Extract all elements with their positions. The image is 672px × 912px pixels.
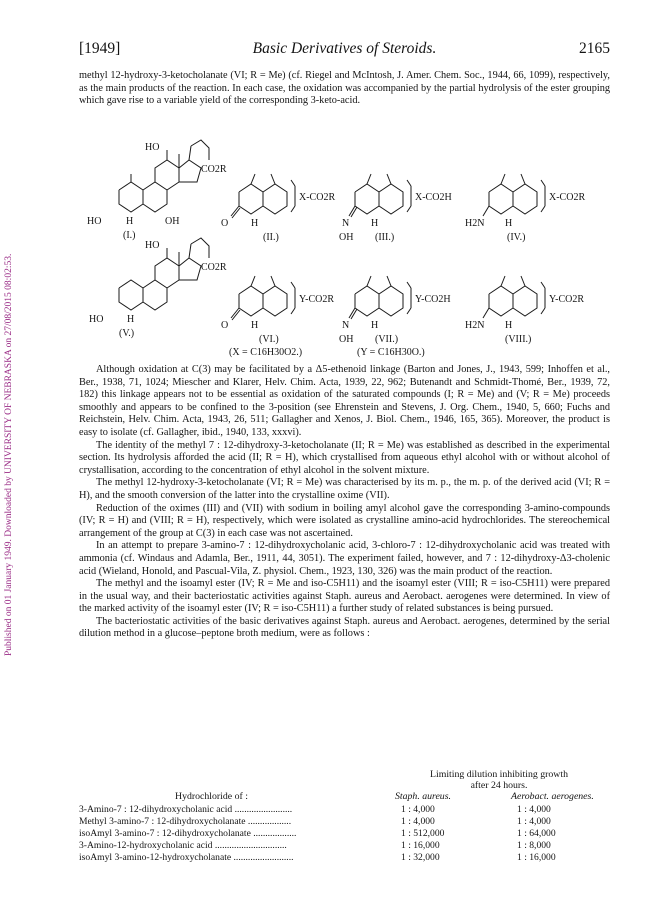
- atom-label-h: H: [251, 320, 259, 331]
- body-text: [79, 364, 610, 641]
- table-col-staph: Staph. aureus.: [395, 791, 451, 802]
- table-cell-staph: 1 : 4,000: [401, 804, 435, 815]
- group-co2r: CO2R: [201, 262, 227, 273]
- table-cell-compound: 3-Amino-12-hydroxycholanic acid ..............................: [79, 840, 287, 851]
- atom-label-h: H: [505, 218, 513, 229]
- paragraph-identity: The identity of the methyl 7 : 12-dihydroxy-3-ketocholanate (II; R = Me) was established as described in the experimental section. Its hydrolysis afforded the acid (II; R = H), which crystallised from aqueous ethyl alcohol with or without alcohol of crystallisation, according to the concentration of ethyl alcohol in the solvent mixture.: [79, 439, 610, 476]
- structure-labels: [79, 130, 610, 358]
- table-cell-compound: isoAmyl 3-amino-12-hydroxycholanate .........................: [79, 852, 294, 863]
- atom-label-ho: HO: [145, 142, 160, 153]
- table-group-header-1: Limiting dilution inhibiting growth: [430, 769, 568, 780]
- structure-label-V: (V.): [119, 328, 135, 339]
- structure-label-I: (I.): [123, 230, 136, 241]
- intro-text: methyl 12-hydroxy-3-ketocholanate (VI; R = Me) (cf. Riegel and McIntosh, J. Amer. Chem. Soc., 1944, 66, 1099), respectively, as the main products of the reaction. In each case, the oxidation was accompanied by the partial hydrolysis of the ester grouping which gave rise to a variable yield of the corresponding 3-keto-acid.: [79, 70, 610, 107]
- group-x-co2r: X-CO2R: [549, 192, 586, 203]
- atom-label-ho: HO: [87, 216, 102, 227]
- atom-label-o: O: [221, 218, 229, 229]
- atom-label-ho: HO: [89, 314, 104, 325]
- atom-label-h2n: H2N: [465, 320, 485, 331]
- atom-label-n: N: [342, 218, 350, 229]
- structure-label-VI: (VI.): [259, 334, 279, 345]
- paragraph-bacteriostatic: The bacteriostatic activities of the basic derivatives against Staph. aureus and Aerobact. aerogenes, determined by the serial dilution method in a glucose–peptone broth medium, were as follows :: [79, 615, 610, 640]
- structure-figure: [79, 130, 610, 358]
- table-cell-compound: 3-Amino-7 : 12-dihydroxycholanic acid ........................: [79, 804, 293, 815]
- paragraph-reduction: Reduction of the oximes (III) and (VII) with sodium in boiling amyl alcohol gave the corresponding 3-amino-compounds (IV; R = H) and (VIII; R = H), respectively, which were isolated as crystalline amino-acid hydrochlorides. The stereochemical arrangement of the group at C(3) in each case was not ascertained.: [79, 502, 610, 539]
- intro-paragraph: [79, 70, 610, 108]
- table-cell-aerobact: 1 : 4,000: [517, 804, 551, 815]
- table-row: [79, 852, 610, 864]
- header-year: [1949]: [79, 40, 121, 57]
- group-y-co2r: Y-CO2R: [549, 294, 585, 305]
- table-col-aerobact: Aerobact. aerogenes.: [511, 791, 594, 802]
- table-cell-aerobact: 1 : 8,000: [517, 840, 551, 851]
- paragraph-esters: The methyl and the isoamyl ester (IV; R = Me and iso-C5H11) and the isoamyl ester (VIII; R = iso-C5H11) were prepared in the usual way, and their bacteriostatic activities against Staph. aureus and Aerobact. aerogenes were determined. In view of the marked activity of the isoamyl ester (IV; R = iso-C5H11) a further study of related substances is being pursued.: [79, 578, 610, 615]
- table-cell-aerobact: 1 : 16,000: [517, 852, 556, 863]
- atom-label-h2n: H2N: [465, 218, 485, 229]
- table-cell-aerobact: 1 : 4,000: [517, 816, 551, 827]
- table-row: [79, 840, 610, 852]
- table-row: [79, 816, 610, 828]
- y-definition: (Y = C16H30O.): [357, 347, 425, 358]
- group-co2r: CO2R: [201, 164, 227, 175]
- table-cell-compound: Methyl 3-amino-7 : 12-dihydroxycholanate ..................: [79, 816, 292, 827]
- table-col-hydrochloride: Hydrochloride of :: [175, 791, 248, 802]
- atom-label-n: N: [342, 320, 350, 331]
- atom-label-h: H: [251, 218, 259, 229]
- structure-label-III: (III.): [375, 232, 395, 243]
- download-watermark: Published on 01 January 1949. Downloaded by UNIVERSITY OF NEBRASKA on 27/08/2015 08:02:53.: [4, 253, 14, 657]
- atom-label-oh: OH: [165, 216, 180, 227]
- atom-label-h: H: [127, 314, 135, 325]
- structure-label-VII: (VII.): [375, 334, 399, 345]
- paragraph-oxidation: Although oxidation at C(3) may be facilitated by a Δ5-ethenoid linkage (Barton and Jones, J., 1943, 599; Inhoffen et al., Ber., 1938, 71, 1024; Miescher and Klarer, Helv. Chim. Acta, 1939, 22, 962; Butenandt and Schmidt-Thomé, Ber., 1939, 72, 182) this linkage appears not to be essential as oxidation of the saturated compounds (I; R = Me) and (V; R = Me) proceeds smoothly and appears to be confined to the 3-position (see Ehrenstein and Stevens, J. Org. Chem., 1940, 5, 660; Fuchs and Reichstein, Helv. Chim. Acta, 1943, 26, 511; Gallagher and Xenos, J. Biol. Chem., 1946, 165, 365). Moreover, the product is easy to isolate (cf. Gallagher, ibid., 1940, 133, xxxvi).: [79, 364, 610, 438]
- table-cell-staph: 1 : 16,000: [401, 840, 440, 851]
- structure-label-IV: (IV.): [507, 232, 526, 243]
- page-number: 2165: [579, 40, 610, 57]
- running-header: [79, 40, 610, 60]
- atom-label-oh: OH: [339, 232, 354, 243]
- table-row: [79, 828, 610, 840]
- table-cell-staph: 1 : 32,000: [401, 852, 440, 863]
- atom-label-h: H: [371, 320, 379, 331]
- group-y-co2h: Y-CO2H: [415, 294, 451, 305]
- group-x-co2h: X-CO2H: [415, 192, 452, 203]
- group-x-co2r: X-CO2R: [299, 192, 336, 203]
- atom-label-oh: OH: [339, 334, 354, 345]
- table-group-header-2: after 24 hours.: [470, 780, 528, 791]
- atom-label-h: H: [505, 320, 513, 331]
- atom-label-h: H: [126, 216, 134, 227]
- paragraph-methyl-ester: The methyl 12-hydroxy-3-ketocholanate (VI; R = Me) was characterised by its m. p., the m. p. of the derived acid (VI; R = H), and the smooth conversion of the latter into the crystalline oxime (VII).: [79, 477, 610, 501]
- atom-label-o: O: [221, 320, 229, 331]
- atom-label-ho: HO: [145, 240, 160, 251]
- table-cell-staph: 1 : 4,000: [401, 816, 435, 827]
- table-cell-aerobact: 1 : 64,000: [517, 828, 556, 839]
- group-y-co2r: Y-CO2R: [299, 294, 335, 305]
- table-cell-compound: isoAmyl 3-amino-7 : 12-dihydroxycholanate ..................: [79, 828, 297, 839]
- header-title: Basic Derivatives of Steroids.: [252, 40, 437, 57]
- structure-label-VIII: (VIII.): [505, 334, 532, 345]
- table-row: [79, 804, 610, 816]
- paragraph-attempt: In an attempt to prepare 3-amino-7 : 12-dihydroxycholanic acid, 3-chloro-7 : 12-dihydroxycholanic acid was treated with ammonia (cf. Windaus and Adamla, Ber., 1911, 44, 3051). The experiment failed, however, and 7 : 12-dihydroxy-Δ3-cholenic acid (Wieland, Honold, and Pascual-Vila, Z. physiol. Chem., 1923, 130, 326) was the main product of the reaction.: [79, 540, 610, 577]
- x-definition: (X = C16H30O2.): [229, 347, 303, 358]
- atom-label-h: H: [371, 218, 379, 229]
- table-cell-staph: 1 : 512,000: [401, 828, 445, 839]
- structure-label-II: (II.): [263, 232, 279, 243]
